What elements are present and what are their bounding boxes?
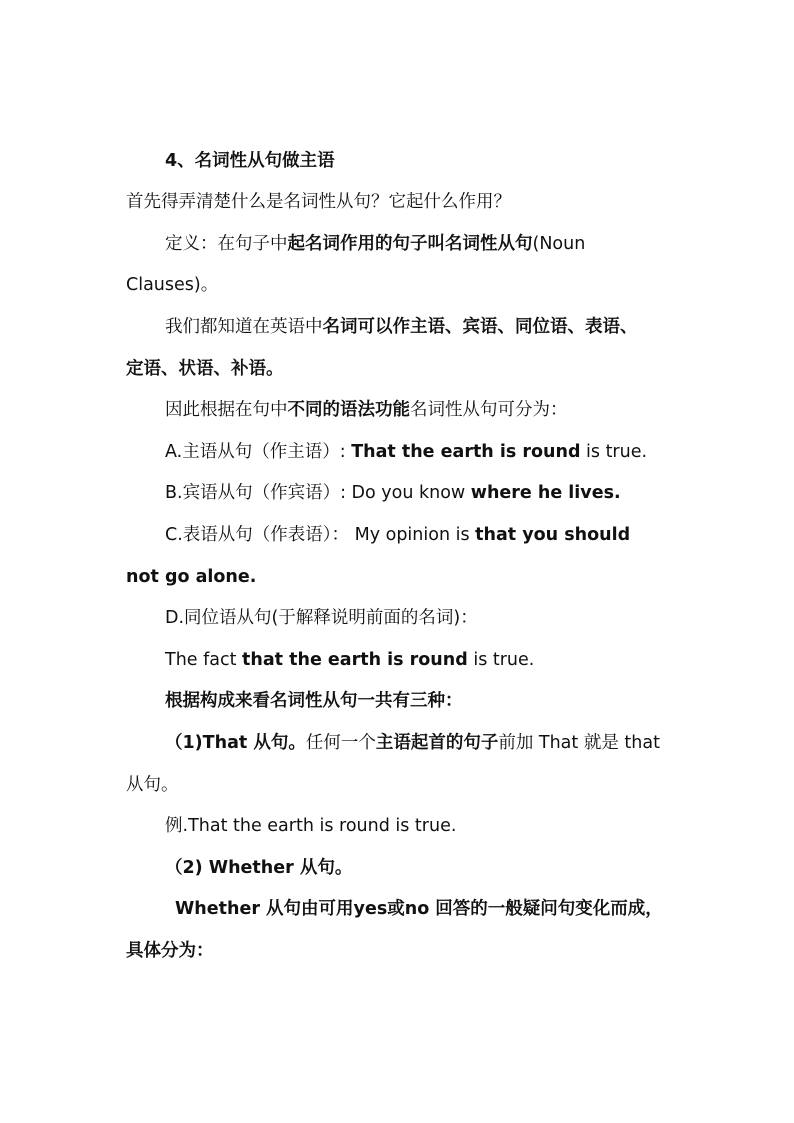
type2-description-continuation: 具体分为： [126, 941, 214, 961]
intro-text: 首先得弄清楚什么是名词性从句？它起什么作用？ [126, 192, 511, 212]
definition-line: 定义：在句子中起名词作用的句子叫名词性从句(Noun [165, 234, 586, 254]
item-d-example: The fact that the earth is round is true. [165, 650, 535, 670]
type2-heading: （2) Whether 从句。 [165, 858, 353, 878]
item-a: A.主语从句（作主语）: That the earth is round is true. [165, 442, 648, 462]
item-c-continuation: not go alone. [126, 567, 257, 587]
types-heading: 根据构成来看名词性从句一共有三种： [165, 691, 463, 711]
function-line: 我们都知道在英语中名词可以作主语、宾语、同位语、表语、 [165, 317, 638, 337]
type1-example: 例.That the earth is round is true. [165, 816, 457, 836]
function-continuation: 定语、状语、补语。 [126, 359, 284, 379]
classify-line: 因此根据在句中不同的语法功能名词性从句可分为： [165, 400, 568, 420]
type1-line: （1)That 从句。任何一个主语起首的句子前加 That 就是 that [165, 733, 660, 753]
definition-continuation: Clauses)。 [126, 275, 219, 295]
item-b: B.宾语从句（作宾语）: Do you know where he lives. [165, 483, 621, 503]
type2-description: Whether 从句由可用yes或no 回答的一般疑问句变化而成， [175, 899, 663, 919]
type1-continuation: 从句。 [126, 775, 179, 795]
item-d-title: D.同位语从句(于解释说明前面的名词)： [165, 608, 478, 628]
section-heading: 4、名词性从句做主语 [165, 151, 335, 171]
item-c: C.表语从句（作表语）： My opinion is that you should [165, 525, 631, 545]
